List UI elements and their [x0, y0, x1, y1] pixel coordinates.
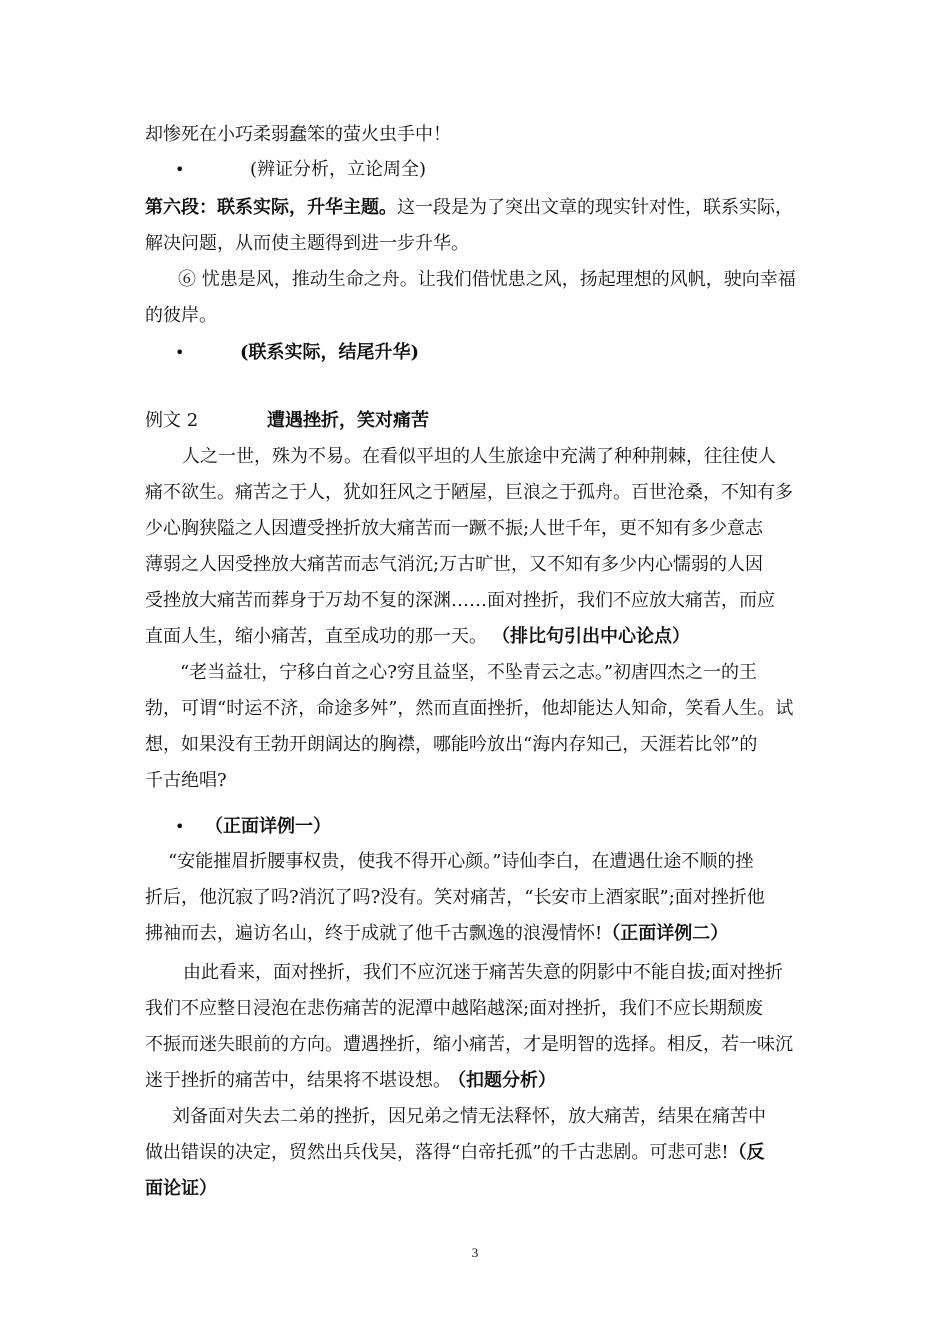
example-title-line [145, 406, 815, 436]
paragraph-line: ⑥ 忧患是风，推动生命之舟。让我们借忧患之风，扬起理想的风帆，驶向幸福 [178, 269, 796, 290]
paragraph-line: “安能摧眉折腰事权贵，使我不得开心颜。”诗仙李白，在遭遇仕途不顺的挫 [168, 851, 754, 872]
paragraph-line: 由此看来，面对挫折，我们不应沉迷于痛苦失意的阴影中不能自拔;面对挫折 [183, 962, 784, 983]
bullet-icon: • [175, 160, 185, 179]
section-six-heading-line: 第六段：联系实际，升华主题。这一段是为了突出文章的现实针对性，联系实际， [145, 197, 793, 218]
paragraph-line: 迷于挫折的痛苦中，结果将不堪设想。 （扣题分析） [145, 1070, 556, 1091]
paragraph-line: 拂袖而去，遍访名山，终于成就了他千古飘逸的浪漫情怀!（正面详例二） [145, 923, 729, 944]
example-label: 例文 2 [145, 410, 199, 431]
paragraph-line: “老当益壮，宁移白首之心?穷且益坚，不坠青云之志。”初唐四杰之一的王 [180, 662, 758, 683]
paragraph-line: 少心胸狭隘之人因遭受挫折放大痛苦而一蹶不振;人世千年，更不知有多少意志 [145, 518, 764, 539]
paragraph-line: 直面人生，缩小痛苦，直至成功的那一天。 （排比句引出中心论点） [145, 626, 690, 647]
paragraph-line: 痛不欲生。痛苦之于人，犹如狂风之于陋屋，巨浪之于孤舟。百世沧桑，不知有多 [145, 482, 793, 503]
annotation: （扣题分析） [457, 1070, 556, 1091]
annotation: （正面详例一） [205, 816, 331, 837]
paragraph-line: 的彼岸。 [145, 305, 217, 326]
paragraph-line: 勃，可谓“时运不济，命途多舛”，然而直面挫折，他却能达人知命，笑看人生。试 [145, 698, 794, 719]
example-title: 遭遇挫折，笑对痛苦 [267, 410, 429, 431]
paragraph-line: 做出错误的决定，贸然出兵伐吴，落得“白帝托孤”的千古悲剧。可悲可悲!（反 [145, 1142, 765, 1163]
paragraph-line: 却惨死在小巧柔弱蠢笨的萤火虫手中！ [145, 124, 451, 145]
paragraph-line: 解决问题，从而使主题得到进一步升华。 [145, 233, 469, 254]
paragraph-line: 人之一世，殊为不易。在看似平坦的人生旅途中充满了种种荆棘，往往使人 [182, 446, 776, 467]
annotation: （正面详例二） [602, 923, 729, 944]
paragraph-line: 折后，他沉寂了吗?消沉了吗?没有。笑对痛苦，“长安市上酒家眠”;面对挫折他 [145, 887, 765, 908]
paragraph-line: 受挫放大痛苦而葬身于万劫不复的深渊……面对挫折，我们不应放大痛苦，而应 [145, 590, 775, 611]
paragraph-line: 千古绝唱? [145, 770, 227, 791]
bullet-icon: • [175, 817, 185, 836]
paragraph-line: 面论证） [145, 1178, 217, 1199]
annotation: （排比句引出中心论点） [501, 626, 690, 647]
paragraph-line: 我们不应整日浸泡在悲伤痛苦的泥潭中越陷越深;面对挫折，我们不应长期颓废 [145, 998, 764, 1019]
section-six-heading: 第六段：联系实际，升华主题。 [145, 197, 397, 218]
annotation-conclusion: (联系实际，结尾升华) [240, 342, 420, 363]
bullet-icon: • [175, 343, 185, 362]
annotation-dialectic: (辨证分析，立论周全) [250, 159, 427, 180]
page-number: 3 [471, 1245, 479, 1260]
paragraph-line: 刘备面对失去二弟的挫折，因兄弟之情无法释怀，放大痛苦，结果在痛苦中 [172, 1106, 766, 1127]
annotation: （反 [728, 1142, 765, 1163]
paragraph-line: 薄弱之人因受挫放大痛苦而志气消沉;万古旷世，又不知有多少内心懦弱的人因 [145, 554, 764, 575]
paragraph-line: 不振而迷失眼前的方向。遭遇挫折，缩小痛苦，才是明智的选择。相反，若一味沉 [145, 1034, 793, 1055]
paragraph-line: 想，如果没有王勃开朗阔达的胸襟，哪能吟放出“海内存知己，天涯若比邻”的 [145, 734, 758, 755]
